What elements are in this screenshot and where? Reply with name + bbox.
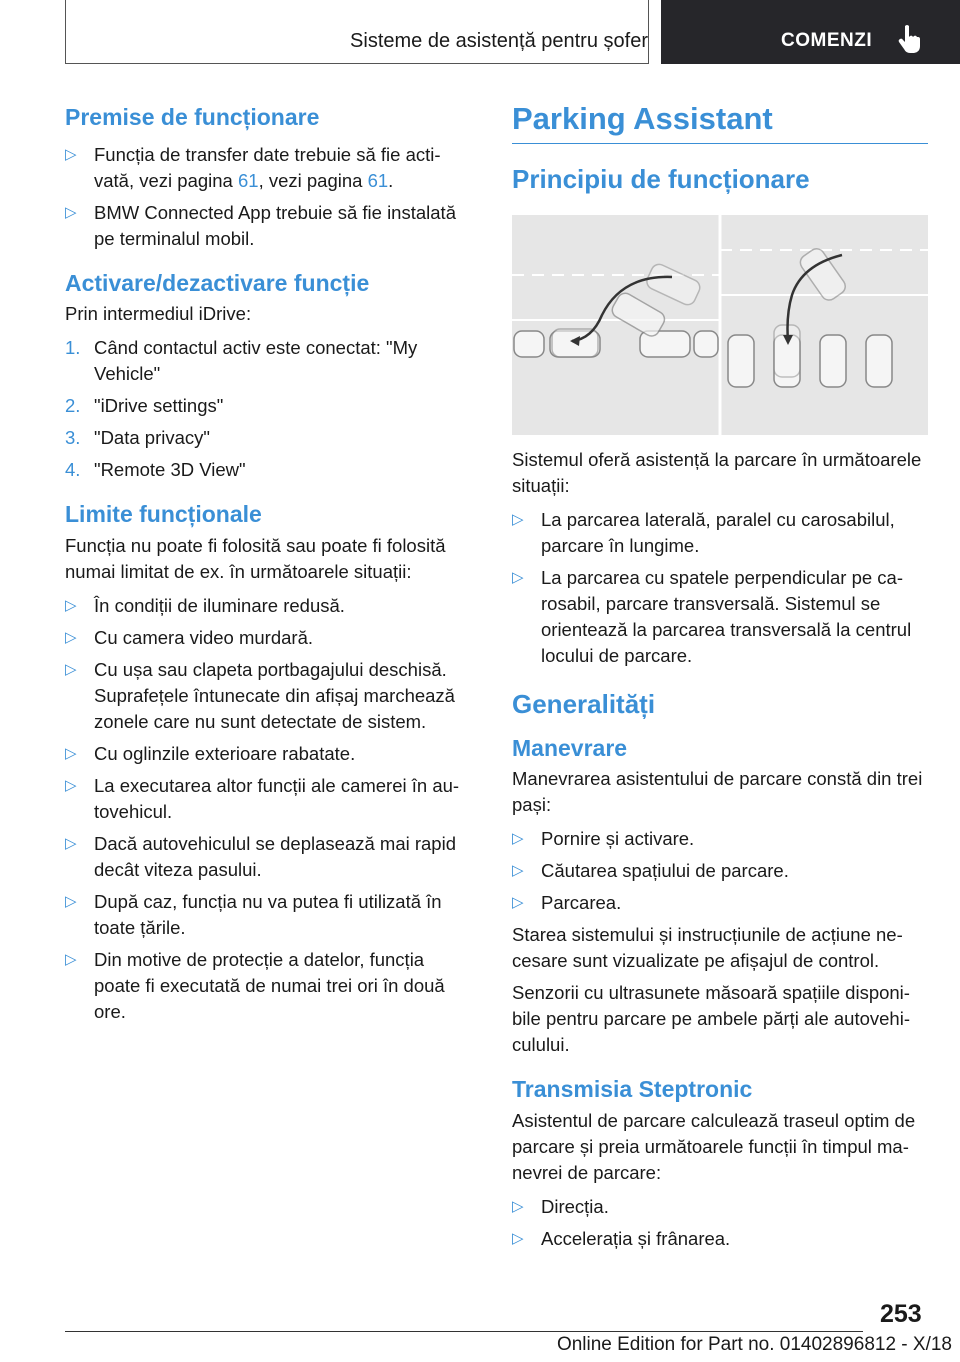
list-item <box>512 1194 928 1220</box>
list-item-text: Accelerația și frânarea. <box>541 1227 731 1249</box>
list-item <box>65 889 470 941</box>
list-item: ▷ Funcția de transfer date trebuie să fie acti‐vată, vezi pagina 61, vezi pagina 61. <box>65 143 441 191</box>
step-text: Când contactul activ este conectat: "My Vehicle" <box>94 337 418 385</box>
list-item-text: Dacă autovehiculul se deplasează mai rapid decât viteza pasului. <box>94 832 456 880</box>
triangle-bullet-icon: ▷ <box>65 203 77 221</box>
list-item <box>65 657 470 735</box>
section-title-limits: Limite funcționale <box>65 501 262 528</box>
section-title-activation: Activare/dezactivare funcție <box>65 269 370 296</box>
paragraph: Asistentul de parcare calculează traseul optim de parcare și preia următoarele funcții în timpul ma‐nevrei de parcare: <box>512 1109 916 1183</box>
page-link[interactable]: 61 <box>367 169 389 191</box>
list-item-text: Parcarea. <box>541 892 622 914</box>
triangle-bullet-icon: ▷ <box>65 776 77 794</box>
step-item <box>65 457 470 483</box>
list-item-text: Căutarea spațiului de parcare. <box>541 860 789 882</box>
list-item <box>512 1226 928 1252</box>
triangle-bullet-icon: ▷ <box>512 862 524 880</box>
step-text: "Data privacy" <box>94 427 210 449</box>
list-item <box>512 565 928 669</box>
list-item <box>65 593 470 619</box>
step-number: 3. <box>65 427 81 449</box>
paragraph: Funcția nu poate fi folosită sau poate fi folosită numai limitat de ex. în următoarele situații: <box>65 534 446 582</box>
footer-divider <box>65 1331 863 1332</box>
list-item <box>65 741 470 767</box>
list-item-text: La parcarea cu spatele perpendicular pe ca‐rosabil, parcare transversală. Sistemul se orientează la parcarea transversală la centrul locului de parcare. <box>541 567 912 667</box>
list-item <box>65 947 470 1025</box>
list-item-text: La executarea altor funcții ale camerei în au‐tovehicul. <box>94 774 460 822</box>
triangle-bullet-icon: ▷ <box>65 950 77 968</box>
list-item-text: Cu oglinzile exterioare rabatate. <box>94 742 356 764</box>
triangle-bullet-icon: ▷ <box>512 830 524 848</box>
chapter-title: Parking Assistant <box>512 101 773 136</box>
triangle-bullet-icon: ▷ <box>512 511 524 529</box>
list-item-text: După caz, funcția nu va putea fi utilizată în toate țările. <box>94 890 442 938</box>
step-number: 1. <box>65 337 81 359</box>
list-item-text: Pornire și activare. <box>541 828 695 850</box>
list-item-text: Cu camera video murdară. <box>94 626 314 648</box>
list-item-text: Din motive de protecție a datelor, funcția poate fi executată de numai trei ori în două ore. <box>94 948 445 1022</box>
subsection-title-steptronic: Transmisia Steptronic <box>512 1076 753 1103</box>
list-item <box>512 858 928 884</box>
list-item <box>512 826 928 852</box>
triangle-bullet-icon: ▷ <box>65 892 77 910</box>
section-title-principle: Principiu de funcționare <box>512 164 810 195</box>
triangle-bullet-icon: ▷ <box>65 744 77 762</box>
header-section-title: Sisteme de asistență pentru șofer <box>350 30 648 52</box>
step-number: 4. <box>65 459 81 481</box>
triangle-bullet-icon: ▷ <box>512 1197 524 1215</box>
step-text: "Remote 3D View" <box>94 459 246 481</box>
list-item-text: În condiții de iluminare redusă. <box>94 594 345 616</box>
paragraph: Sistemul oferă asistență la parcare în următoarele situații: <box>512 449 922 497</box>
list-item-text: La parcarea laterală, paralel cu carosabilul, parcare în lungime. <box>541 509 895 557</box>
triangle-bullet-icon: ▷ <box>65 596 77 614</box>
triangle-bullet-icon: ▷ <box>512 569 524 587</box>
triangle-bullet-icon: ▷ <box>65 145 77 163</box>
step-item <box>65 425 470 451</box>
triangle-bullet-icon: ▷ <box>65 834 77 852</box>
step-item <box>65 393 470 419</box>
triangle-bullet-icon: ▷ <box>512 1229 524 1247</box>
triangle-bullet-icon: ▷ <box>65 660 77 678</box>
list-item <box>65 831 470 883</box>
right-column <box>512 100 928 1258</box>
pointing-hand-icon <box>897 24 923 54</box>
list-item <box>512 890 928 916</box>
page-link[interactable]: 61 <box>237 169 259 191</box>
step-text: "iDrive settings" <box>94 395 224 417</box>
list-item-text: Direcția. <box>541 1195 609 1217</box>
paragraph: Manevrarea asistentului de parcare constă din trei pași: <box>512 768 923 816</box>
left-column <box>65 100 470 1031</box>
list-item <box>512 507 928 559</box>
list-item <box>65 625 470 651</box>
parking-diagram-svg <box>512 215 928 435</box>
section-title-prerequisites: Premise de funcționare <box>65 104 320 130</box>
parking-illustration <box>512 215 928 435</box>
list-item: ▷ BMW Connected App trebuie să fie instalată pe terminalul mobil. <box>65 201 456 249</box>
subsection-title-maneuver: Manevrare <box>512 734 628 761</box>
list-item <box>65 773 470 825</box>
step-number: 2. <box>65 395 81 417</box>
list-item-text: Cu ușa sau clapeta portbagajului deschisă. Suprafețele întunecate din afișaj marchează zonele care nu sunt detectate de sistem. <box>94 658 455 732</box>
page-number: 253 <box>880 1300 922 1328</box>
header-tab-label: COMENZI <box>781 30 873 51</box>
triangle-bullet-icon: ▷ <box>65 628 77 646</box>
paragraph: Starea sistemului și instrucțiunile de acțiune ne‐cesare sunt vizualizate pe afișajul de control. <box>512 924 903 972</box>
paragraph: Senzorii cu ultrasunete măsoară spațiile disponi‐bile pentru parcare pe ambele părți ale autovehi‐culului. <box>512 982 910 1056</box>
triangle-bullet-icon: ▷ <box>512 894 524 912</box>
step-item <box>65 335 470 387</box>
paragraph: Prin intermediul iDrive: <box>65 303 252 325</box>
section-title-general: Generalități <box>512 689 656 720</box>
header-tab-comenzi[interactable] <box>661 0 960 64</box>
footer-edition: Online Edition for Part no. 01402896812 - X/18 <box>556 1334 952 1355</box>
